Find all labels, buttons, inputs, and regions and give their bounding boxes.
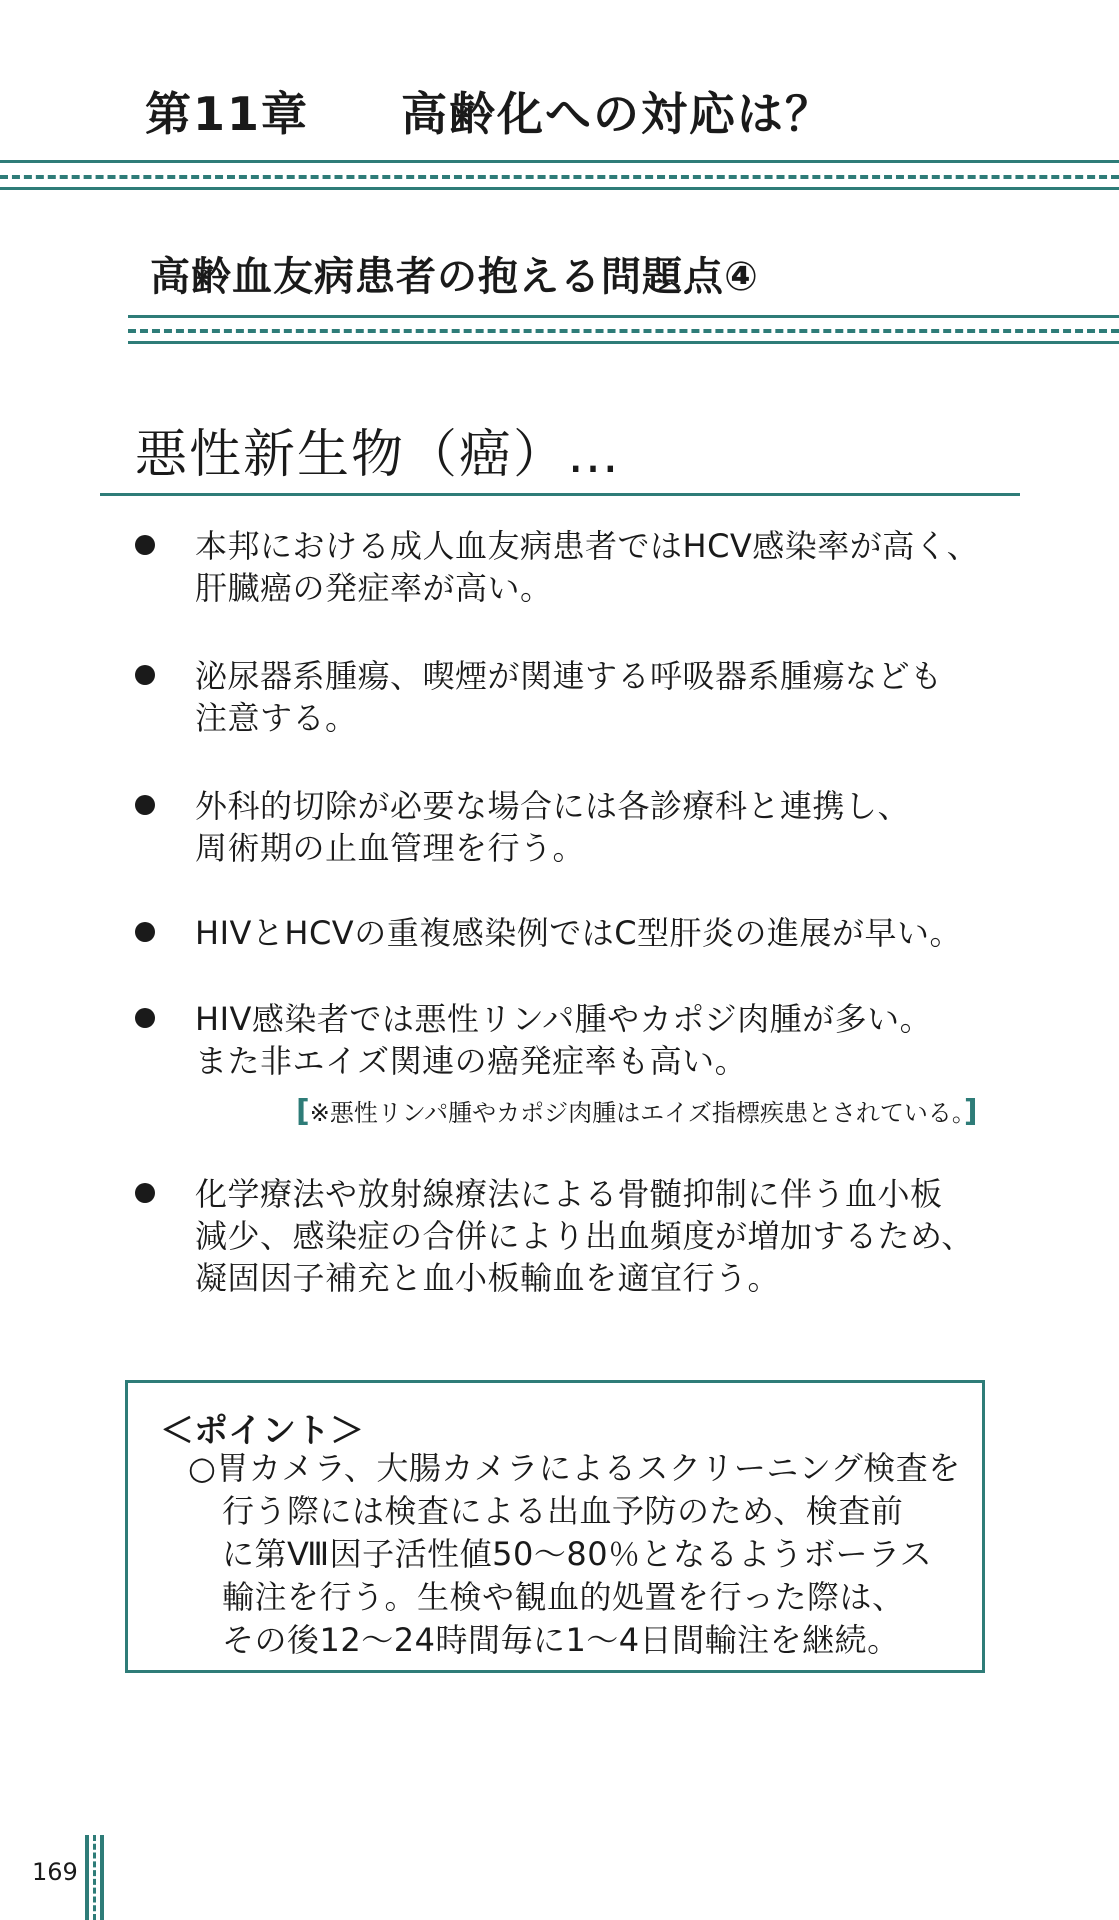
point-body (188, 1447, 961, 1662)
chapter-heading (145, 78, 833, 144)
footnote (296, 1093, 978, 1129)
point-line: 輸注を行う。生検や観血的処置を行った際は、 (222, 1578, 905, 1616)
section-rule-top (128, 315, 1119, 318)
bullet-dot (135, 795, 155, 815)
bullet-line: 周術期の止血管理を行う。 (195, 829, 586, 867)
bullet-line: 化学療法や放射線療法による骨髄抑制に伴う血小板 (195, 1175, 943, 1213)
bullet-item-1 (135, 525, 995, 609)
bullet-item-4 (135, 912, 995, 954)
bullet-dot (135, 665, 155, 685)
chapter-title: 高齢化への対応は？ (401, 87, 834, 141)
topic-title: 悪性新生物（癌）… (135, 425, 622, 485)
header-rule-bottom (0, 187, 1119, 190)
bullet-line: HIVとHCVの重複感染例ではC型肝炎の進展が早い。 (195, 914, 963, 952)
bullet-item-2 (135, 655, 995, 739)
bullet-dot (135, 1008, 155, 1028)
section-dash-line (128, 329, 1119, 333)
note-bracket-open: [ (296, 1094, 310, 1129)
topic-underline (100, 493, 1020, 496)
point-line: 行う際には検査による出血予防のため、検査前 (222, 1492, 904, 1530)
bullet-line: 注意する。 (195, 699, 358, 737)
point-line: ○胃カメラ、大腸カメラによるスクリーニング検査を (188, 1449, 961, 1487)
bullet-line: また非エイズ関連の癌発症率も高い。 (195, 1042, 748, 1080)
bullet-line: HIV感染者では悪性リンパ腫やカポジ肉腫が多い。 (195, 1000, 933, 1038)
bullet-item-5 (135, 998, 995, 1082)
header-rule-top (0, 160, 1119, 163)
bullet-line: 減少、感染症の合併により出血頻度が増加するため、 (195, 1217, 974, 1255)
edge-bar-left (85, 1835, 89, 1920)
bullet-item-6 (135, 1173, 995, 1299)
bullet-dot (135, 1183, 155, 1203)
note-text: ※悪性リンパ腫やカポジ肉腫はエイズ指標疾患とされている。 (309, 1099, 964, 1127)
edge-bar-right (100, 1835, 104, 1920)
point-box (125, 1380, 985, 1673)
section-title: 高齢血友病患者の抱える問題点④ (150, 254, 759, 300)
point-line: に第Ⅷ因子活性値50～80％となるようボーラス (222, 1535, 933, 1573)
chapter-number: 第11章 (145, 87, 310, 141)
bullet-line: 泌尿器系腫瘍、喫煙が関連する呼吸器系腫瘍なども (195, 657, 943, 695)
bullet-dot (135, 535, 155, 555)
note-bracket-close: ] (963, 1094, 978, 1129)
point-title: ＜ポイント＞ (160, 1411, 364, 1451)
bullet-line: 凝固因子補充と血小板輸血を適宜行う。 (195, 1259, 781, 1297)
bullet-line: 外科的切除が必要な場合には各診療科と連携し、 (195, 787, 911, 825)
bullet-dot (135, 922, 155, 942)
edge-dash (93, 1835, 96, 1920)
bullet-line: 本邦における成人血友病患者ではHCV感染率が高く、 (195, 527, 980, 565)
page-number: 169 (32, 1858, 78, 1886)
section-rule-bottom (128, 341, 1119, 344)
bullet-item-3 (135, 785, 995, 869)
point-line: その後12～24時間毎に1～4日間輸注を継続。 (222, 1621, 900, 1659)
bullet-line: 肝臓癌の発症率が高い。 (195, 569, 553, 607)
header-dash-line (0, 175, 1119, 179)
